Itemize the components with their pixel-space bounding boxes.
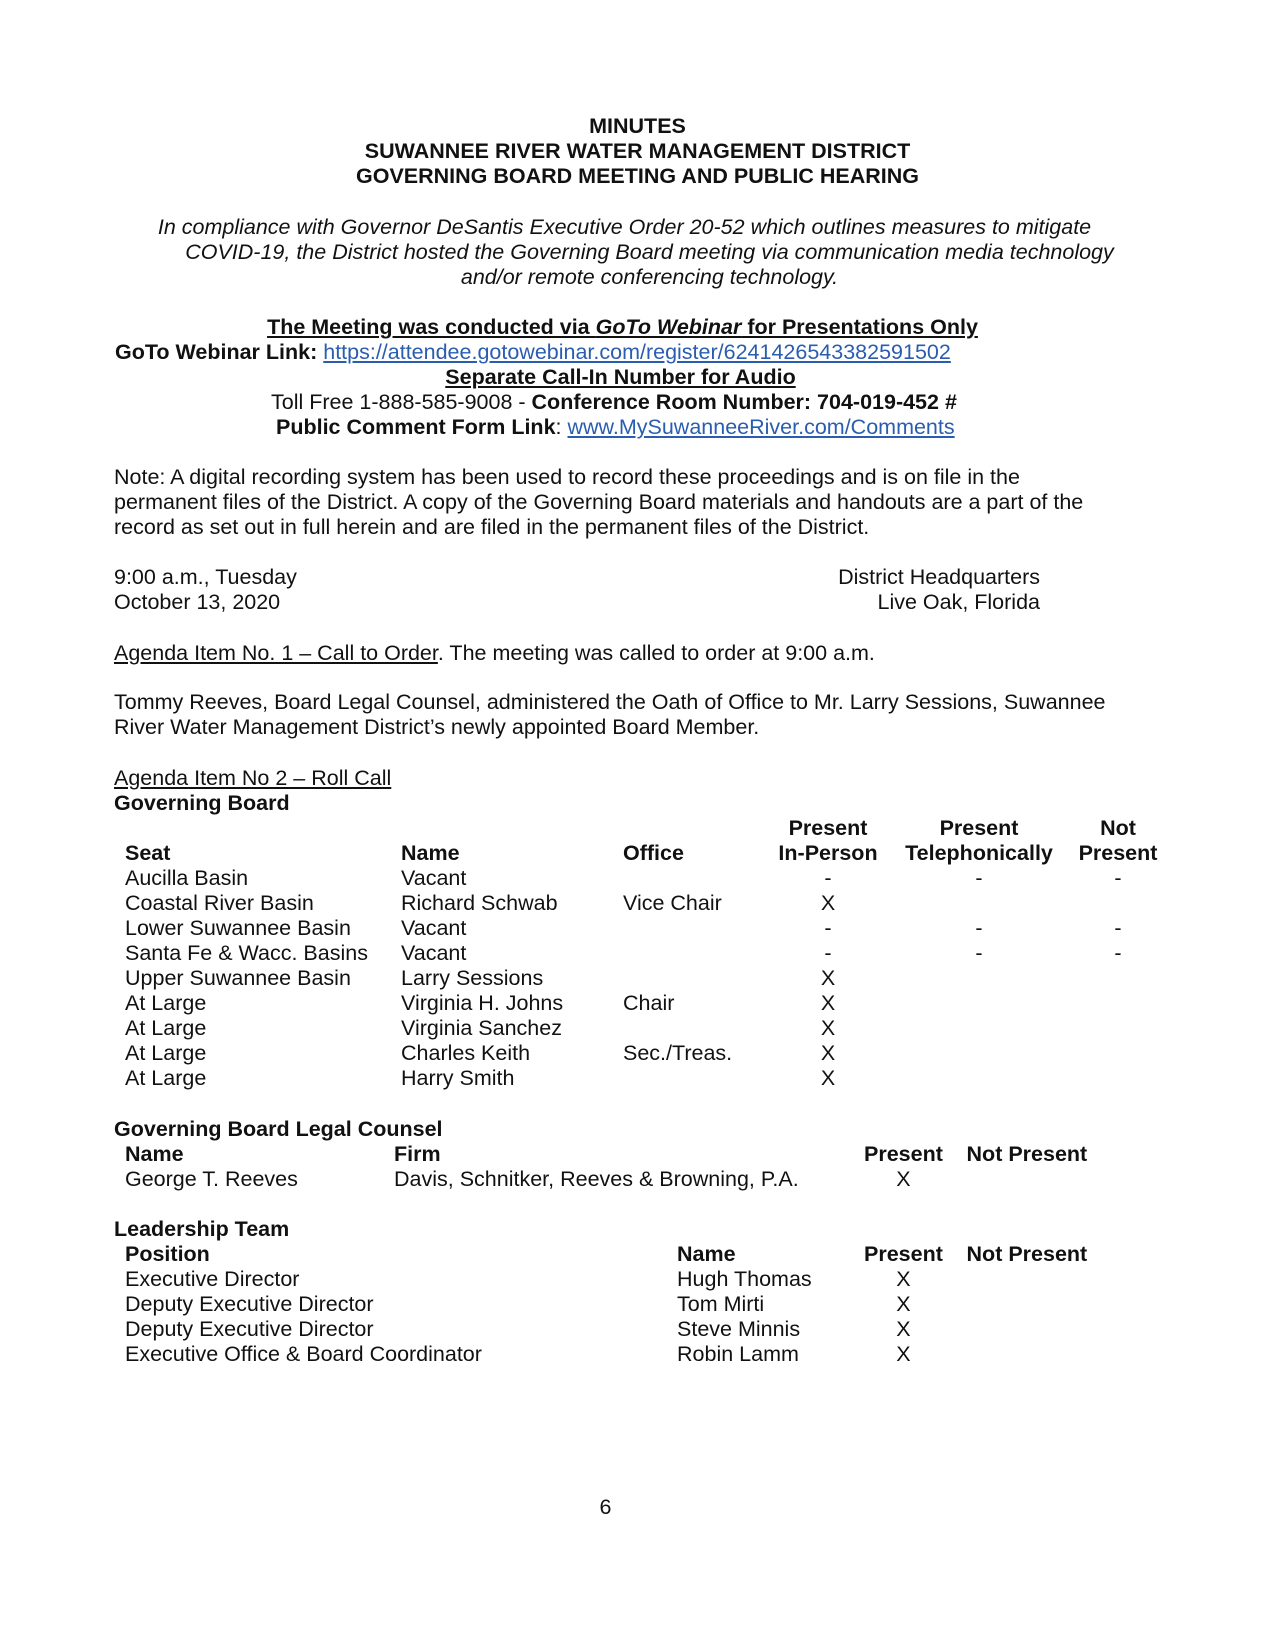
col-notpresent-2: Present [1078, 841, 1158, 865]
leadership-team-table [125, 1242, 1111, 1367]
col-name: Name [677, 1242, 736, 1266]
note-line-1: Note: A digital recording system has been used to record these proceedings and is on file in the [114, 465, 1020, 489]
callin-title: Separate Call-In Number for Audio [445, 365, 796, 389]
oath-line-2: River Water Management District’s newly appointed Board Member. [114, 715, 760, 739]
table-header-row [125, 1142, 1111, 1167]
table-header-row-1 [125, 816, 1163, 841]
meeting-date: October 13, 2020 [114, 590, 281, 614]
agenda-item-1-label: Agenda Item No. 1 – Call to Order [114, 641, 438, 665]
agenda-item-2-label: Agenda Item No 2 – Roll Call [114, 766, 392, 790]
page-number: 6 [599, 1495, 612, 1519]
meeting-location-1: District Headquarters [838, 565, 1040, 589]
table-row: Deputy Executive Director Tom Mirti X [125, 1292, 911, 1316]
table-row: At Large Virginia H. Johns Chair X [125, 991, 836, 1015]
table-header-row-2 [125, 841, 1163, 866]
compliance-line-2: COVID-19, the District hosted the Governing Board meeting via communication media technology [185, 240, 1114, 264]
legal-counsel-title: Governing Board Legal Counsel [114, 1117, 443, 1141]
agenda-item-1: Agenda Item No. 1 – Call to Order. The meeting was called to order at 9:00 a.m. [114, 641, 875, 665]
table-header-row [125, 1242, 1111, 1267]
table-row: Upper Suwannee Basin Larry Sessions X [125, 966, 836, 990]
col-notpresent-1: Not [1100, 816, 1136, 840]
col-present: Present [864, 1242, 943, 1266]
table-row: George T. Reeves Davis, Schnitker, Reeves & Browning, P.A. X [125, 1167, 911, 1191]
table-row: Aucilla Basin Vacant - - - [125, 866, 1122, 890]
col-present: Present [864, 1142, 943, 1166]
note-line-3: record as set out in full herein and are filed in the permanent files of the District. [114, 515, 870, 539]
meeting-location-2: Live Oak, Florida [877, 590, 1040, 614]
col-notpresent: Not Present [966, 1142, 1088, 1166]
compliance-line-1: In compliance with Governor DeSantis Executive Order 20-52 which outlines measures to mitigate [157, 215, 1092, 239]
table-row: Santa Fe & Wacc. Basins Vacant - - - [125, 941, 1122, 965]
oath-line-1: Tommy Reeves, Board Legal Counsel, administered the Oath of Office to Mr. Larry Sessions, Suwannee [114, 690, 1106, 714]
table-row: Coastal River Basin Richard Schwab Vice Chair X [125, 891, 836, 915]
webinar-link-line [115, 340, 951, 365]
webinar-link[interactable]: https://attendee.gotowebinar.com/register/6241426543382591502 [323, 340, 951, 364]
webinar-link-label: GoTo Webinar Link: [115, 340, 318, 364]
col-tele-2: Telephonically [905, 841, 1053, 865]
governing-board-title: Governing Board [114, 791, 290, 815]
compliance-line-3: and/or remote conferencing technology. [460, 265, 839, 289]
col-inperson-2: In-Person [778, 841, 878, 865]
col-tele-1: Present [939, 816, 1019, 840]
table-row: At Large Harry Smith X [125, 1066, 836, 1090]
col-name: Name [401, 841, 460, 865]
table-row: At Large Virginia Sanchez X [125, 1016, 836, 1040]
meeting-time: 9:00 a.m., Tuesday [114, 565, 297, 589]
col-office: Office [623, 841, 684, 865]
col-seat: Seat [125, 841, 171, 865]
table-row: Executive Director Hugh Thomas X [125, 1267, 911, 1291]
comment-form-line: Public Comment Form Link: www.MySuwanneeRiver.com/Comments [276, 415, 955, 439]
col-firm: Firm [394, 1142, 441, 1166]
table-row: Lower Suwannee Basin Vacant - - - [125, 916, 1122, 940]
col-inperson-1: Present [788, 816, 868, 840]
governing-board-table [125, 816, 1163, 1091]
table-row: Executive Office & Board Coordinator Robin Lamm X [125, 1342, 911, 1366]
col-name: Name [125, 1142, 184, 1166]
col-notpresent: Not Present [966, 1242, 1088, 1266]
doc-title: MINUTES [589, 114, 686, 138]
leadership-team-title: Leadership Team [114, 1217, 290, 1241]
note-line-2: permanent files of the District. A copy of the Governing Board materials and handouts are a part of the [114, 490, 1084, 514]
col-position: Position [125, 1242, 210, 1266]
webinar-title: The Meeting was conducted via GoTo Webinar for Presentations Only [267, 315, 978, 339]
table-row: Deputy Executive Director Steve Minnis X [125, 1317, 911, 1341]
callin-number-line: Toll Free 1-888-585-9008 - Conference Room Number: 704-019-452 # [271, 390, 957, 414]
comment-form-link[interactable]: www.MySuwanneeRiver.com/Comments [567, 415, 955, 439]
legal-counsel-table [125, 1142, 1111, 1192]
table-row: At Large Charles Keith Sec./Treas. X [125, 1041, 836, 1065]
doc-org: SUWANNEE RIVER WATER MANAGEMENT DISTRICT [364, 139, 911, 163]
doc-meeting-type: GOVERNING BOARD MEETING AND PUBLIC HEARING [356, 164, 919, 188]
